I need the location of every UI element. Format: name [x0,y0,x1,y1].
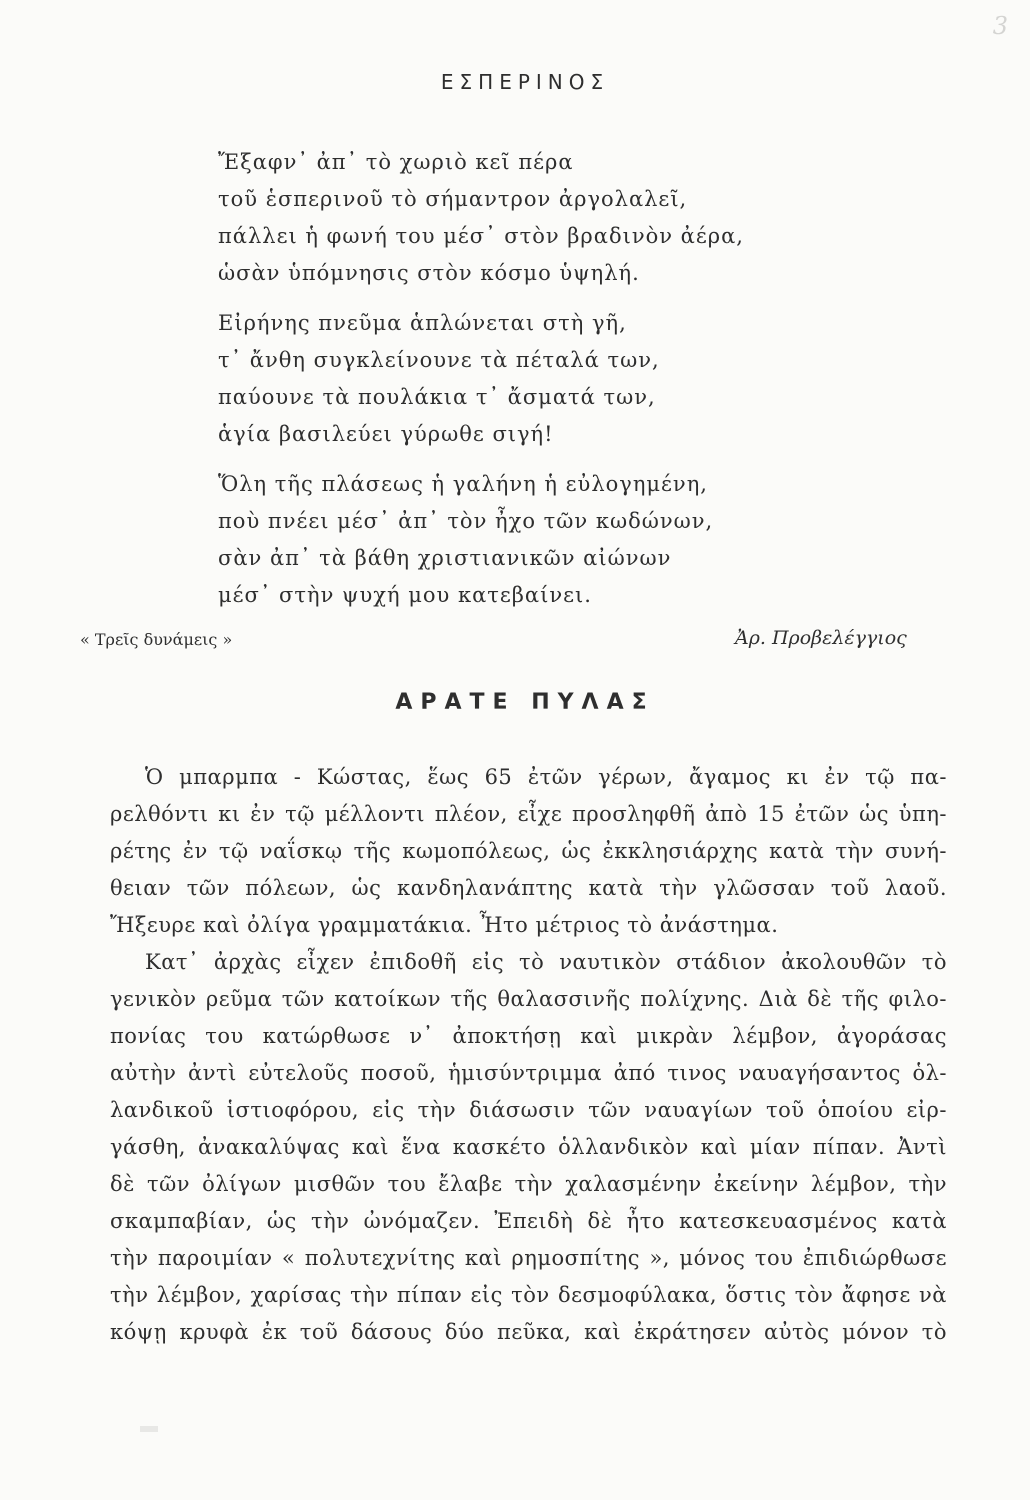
prose-line: τὴν λέμβον, χαρίσας τὴν πίπαν εἰς τὸν δεσμοφύλακα, ὅστις τὸν ἄφησε νὰ [110,1283,947,1307]
poem-line: ὡσὰν ὑπόμνησις στὸν κόσμο ὑψηλή. [218,261,640,285]
prose-line: πονίας του κατώρθωσε ν᾿ ἀποκτήσῃ καὶ μικρὰν λέμβον, ἀγοράσας [110,1024,947,1048]
poem-line: παύουνε τὰ πουλάκια τ᾿ ἄσματά των, [218,385,656,409]
prose-line: γενικὸν ρεῦμα τῶν κατοίκων τῆς θαλασσινῆς πολίχνης. Διὰ δὲ τῆς φιλο- [110,987,947,1011]
prose-line: τὴν παροιμίαν « πολυτεχνίτης καὶ ρημοσπίτης », μόνος του ἐπιδιώρθωσε [110,1246,947,1270]
prose-line: γάσθη, ἀνακαλύψας καὶ ἕνα κασκέτο ὁλλανδικὸν καὶ μίαν πίπαν. Ἀντὶ [110,1135,947,1159]
poem-source: « Τρεῖς δυνάμεις » [80,630,233,649]
prose-line: λανδικοῦ ἱστιοφόρου, εἰς τὴν διάσωσιν τῶν ναυαγίων τοῦ ὁποίου εἰρ- [110,1098,947,1122]
poem-line: Ὅλη τῆς πλάσεως ἡ γαλήνη ἡ εὐλογημένη, [218,472,708,496]
story-title: ΑΡΑΤΕ ΠΥΛΑΣ [395,690,655,715]
poem-line: τ᾿ ἄνθη συγκλείνουνε τὰ πέταλά των, [218,348,660,372]
prose-line: αὐτὴν ἀντὶ εὐτελοῦς ποσοῦ, ἡμισύντριμμα ἀπό τινος ναυαγήσαντος ὁλ- [110,1061,947,1085]
poem-author: Ἀρ. Προβελέγγιος [735,627,907,649]
prose-line: θειαν τῶν πόλεων, ὡς κανδηλανάπτης κατὰ τὴν γλῶσσαν τοῦ λαοῦ. [110,876,947,900]
prose-line: κόψῃ κρυφὰ ἐκ τοῦ δάσους δύο πεῦκα, καὶ ἐκράτησεν αὐτὸς μόνον τὸ [110,1320,947,1344]
prose-line: σκαμπαβίαν, ὡς τὴν ὠνόμαζεν. Ἐπειδὴ δὲ ἦτο κατεσκευασμένος κατὰ [110,1209,947,1233]
poem-line: ποὺ πνέει μέσ᾿ ἀπ᾿ τὸν ἦχο τῶν κωδώνων, [218,509,714,533]
poem-line: Εἰρήνης πνεῦμα ἁπλώνεται στὴ γῆ, [218,311,627,335]
prose-line: δὲ τῶν ὀλίγων μισθῶν του ἔλαβε τὴν χαλασμένην ἐκείνην λέμβον, τὴν [110,1172,947,1196]
poem-title: ΕΣΠΕΡΙΝΟΣ [440,70,610,94]
poem-line: σὰν ἀπ᾿ τὰ βάθη χριστιανικῶν αἰώνων [218,546,672,570]
prose-line: Κατ᾿ ἀρχὰς εἶχεν ἐπιδοθῆ εἰς τὸ ναυτικὸν στάδιον ἀκολουθῶν τὸ [145,950,947,974]
poem-line: μέσ᾿ στὴν ψυχή μου κατεβαίνει. [218,583,592,607]
poem-line: ἁγία βασιλεύει γύρωθε σιγή! [218,422,554,446]
poem-line: Ἔξαφν᾿ ἀπ᾿ τὸ χωριὸ κεῖ πέρα [218,150,574,174]
prose-line: ρέτης ἐν τῷ ναΐσκῳ τῆς κωμοπόλεως, ὡς ἐκκλησιάρχης κατὰ τὴν συνή- [110,839,947,863]
poem-line: πάλλει ἡ φωνή του μέσ᾿ στὸν βραδινὸν ἀέρα, [218,224,744,248]
prose-line: Ὁ μπαρμπα - Κώστας, ἕως 65 ἐτῶν γέρων, ἄγαμος κι ἐν τῷ πα- [145,765,947,789]
print-smudge [140,1426,158,1432]
poem-line: τοῦ ἑσπερινοῦ τὸ σήμαντρον ἀργολαλεῖ, [218,187,688,211]
prose-line: Ἤξευρε καὶ ὀλίγα γραμματάκια. Ἦτο μέτριος τὸ ἀνάστημα. [110,913,779,937]
prose-line: ρελθόντι κι ἐν τῷ μέλλοντι πλέον, εἶχε προσληφθῆ ἀπὸ 15 ἐτῶν ὡς ὑπη- [110,802,947,826]
page-number-mark: 3 [992,12,1008,40]
